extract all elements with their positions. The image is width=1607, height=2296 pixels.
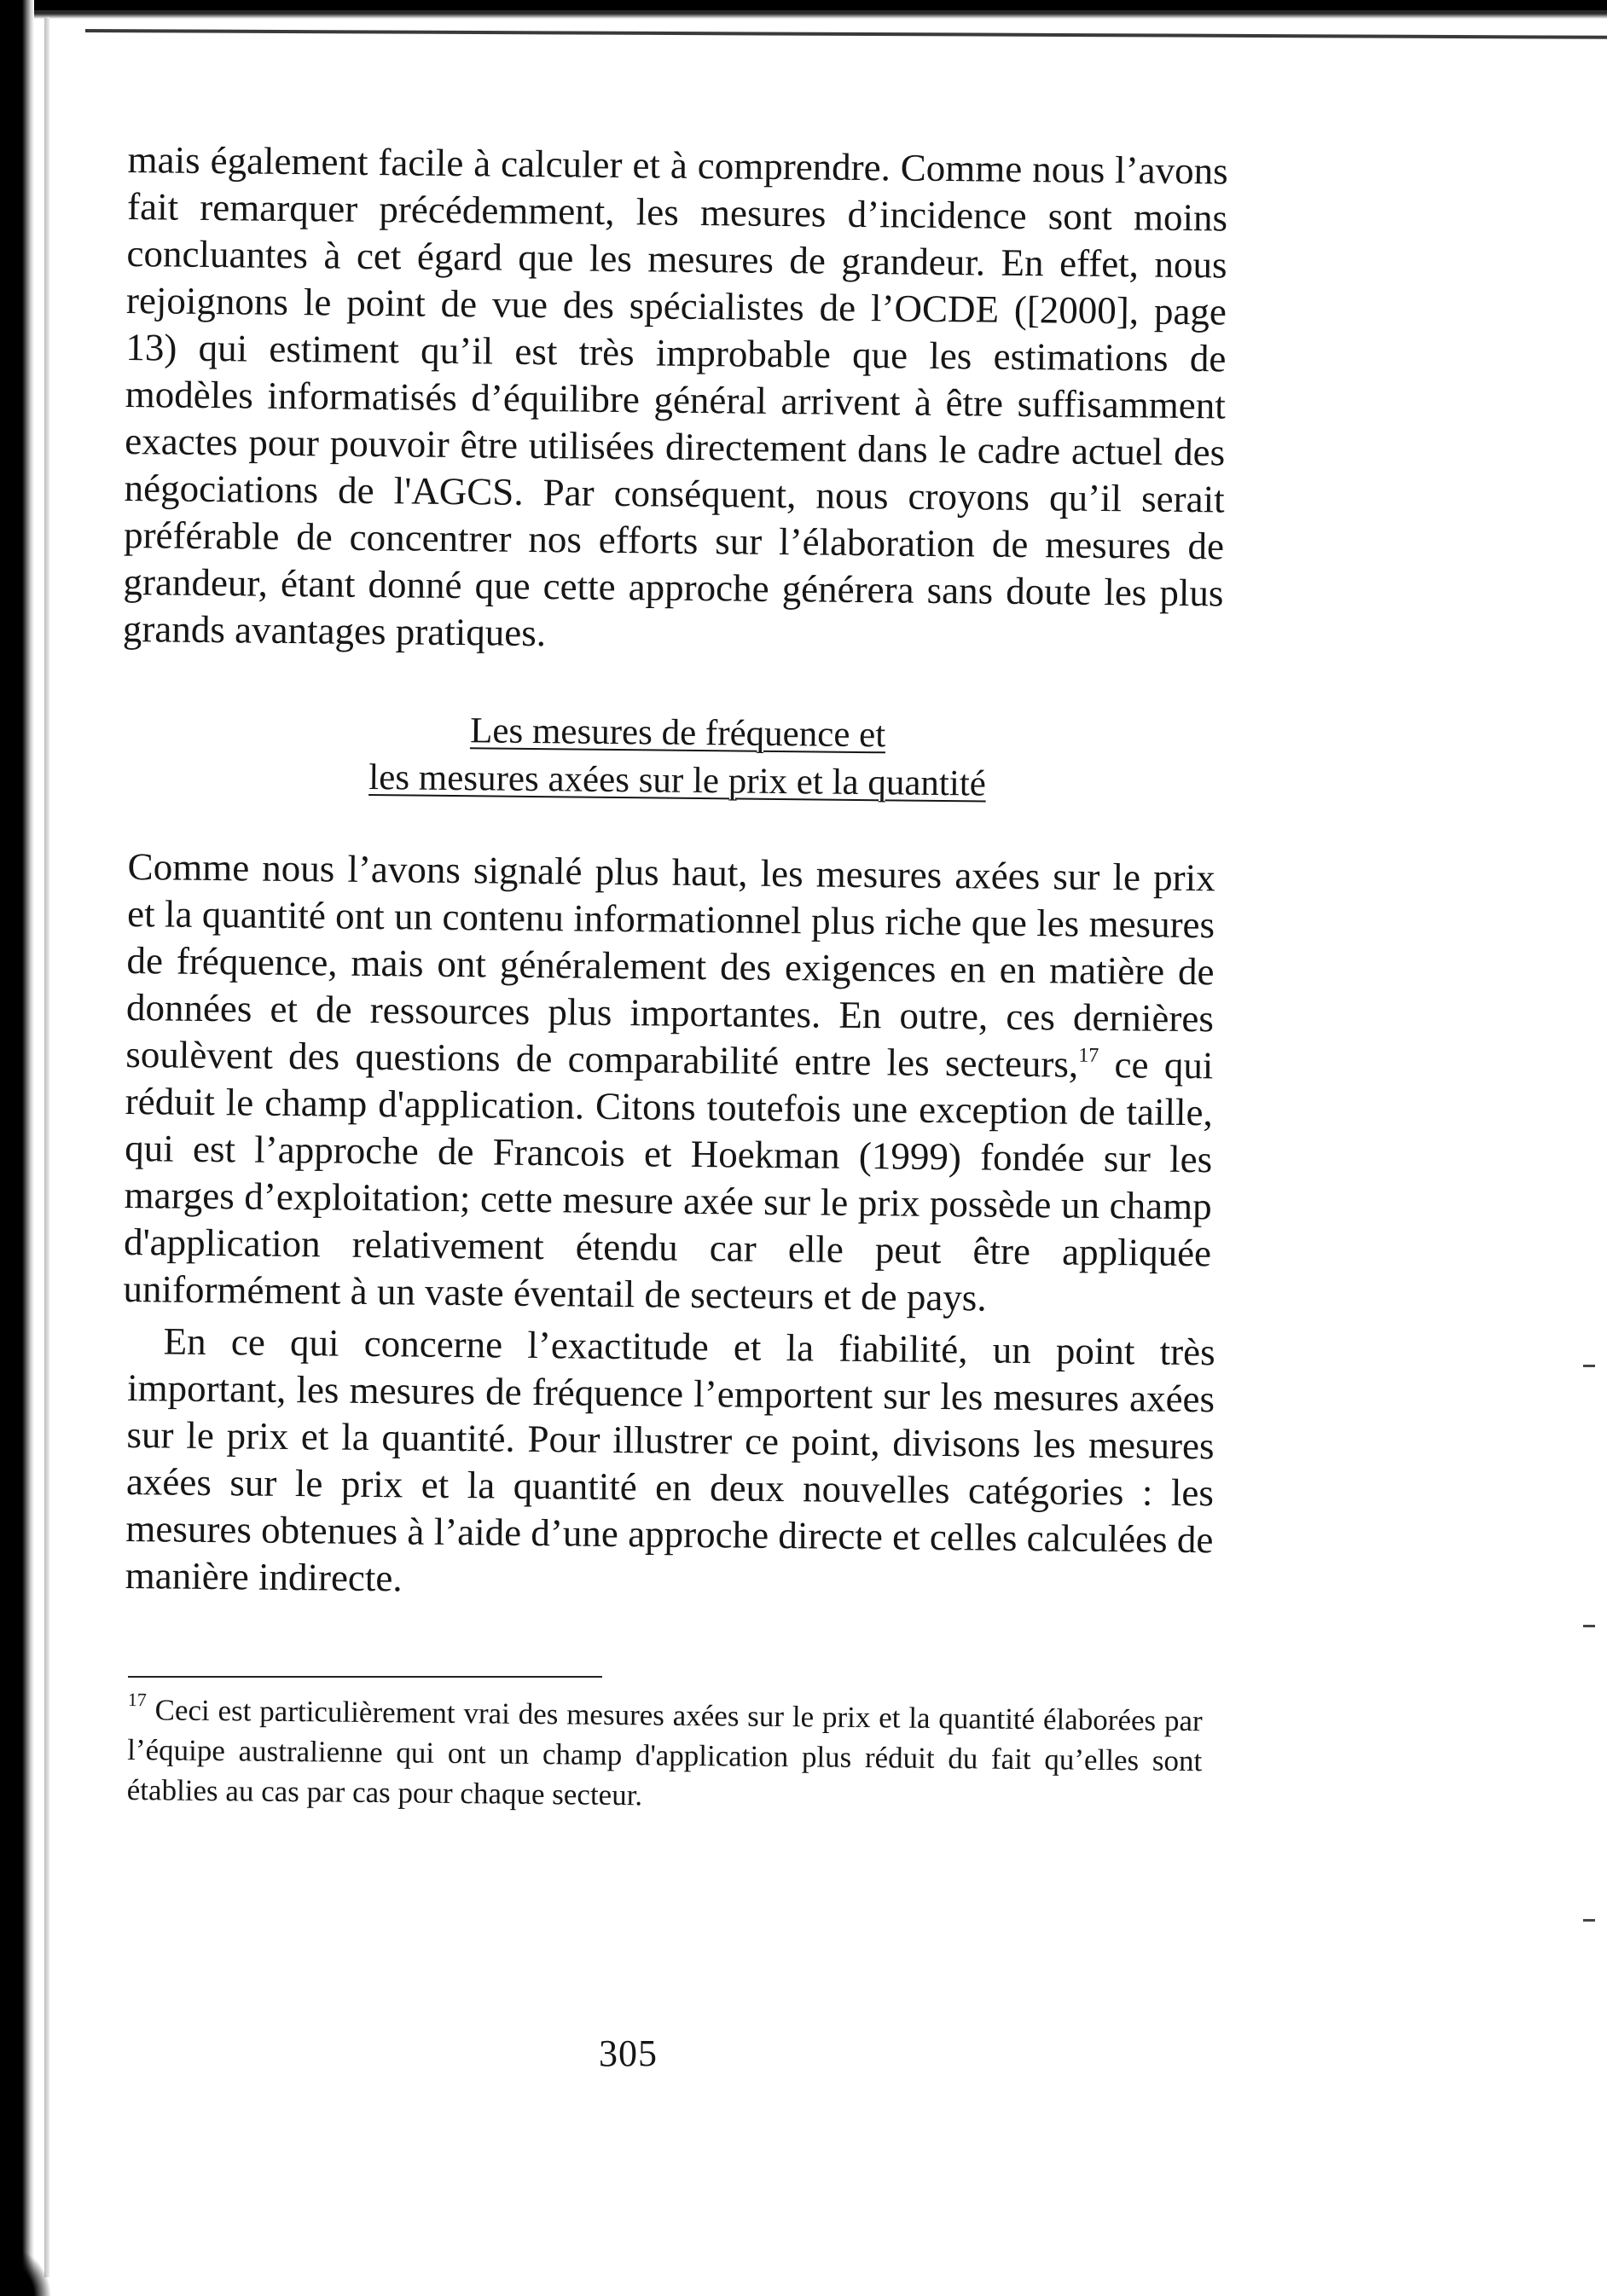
scan-edge-mark xyxy=(1583,1625,1595,1627)
section-heading-line-2: les mesures axées sur le prix et la quantité xyxy=(368,757,987,804)
document-page xyxy=(122,136,1228,1840)
scan-top-edge xyxy=(0,0,1607,19)
scan-corner-shadow xyxy=(0,2245,60,2296)
section-body xyxy=(123,844,1215,1600)
scan-binding-shadow xyxy=(0,0,34,2296)
footnote-reference: 17 xyxy=(1078,1044,1099,1067)
scan-top-line xyxy=(85,29,1607,39)
scan-edge-mark xyxy=(1583,1365,1595,1367)
footnote-text: Ceci est particulièrement vrai des mesures axées sur le prix et la quantité élaborées par l’équipe australienne qui ont un champ d'application plus réduit du fait qu’elles sont établies au cas par cas pour chaque secteur. xyxy=(126,1693,1203,1812)
scan-edge-mark xyxy=(1583,1919,1595,1922)
footnote-number: 17 xyxy=(127,1689,148,1711)
section-heading xyxy=(127,704,1228,811)
paragraph-2-text-a: Comme nous l’avons signalé plus haut, les mesures axées sur le prix et la quantité ont un contenu informationnel plus riche que les mesures de fréquence, mais ont généralement des exigences en en matière de données et de ressources plus importantes. En outre, ces dernières soulèvent des questions de comparabilité entre les secteurs, xyxy=(125,844,1215,1086)
section-heading-line-1: Les mesures de fréquence et xyxy=(469,710,886,756)
paragraph-top: mais également facile à calculer et à comprendre. Comme nous l’avons fait remarquer précédemment, les mesures d’incidence sont moins concluantes à cet égard que les mesures de grandeur. En effet, nous rejoignons le point de vue des spécialistes de l’OCDE ([2000], page 13) qui estiment qu’il est très improbable que les estimations de modèles informatisés d’équilibre général arrivent à être suffisamment exactes pour pouvoir être utilisées directement dans le cadre actuel des négociations de l'AGCS. Par conséquent, nous croyons qu’il serait préférable de concentrer nos efforts sur l’élaboration de mesures de grandeur, étant donné que cette approche générera sans doute les plus grands avantages pratiques. xyxy=(122,137,1228,655)
footnote xyxy=(127,1690,1203,1821)
paragraph-2 xyxy=(123,844,1215,1324)
scan-inner-margin-shadow xyxy=(44,17,49,2277)
footnote-separator xyxy=(128,1676,602,1678)
page-number: 305 xyxy=(599,2032,658,2074)
paragraph-3: En ce qui concerne l’exactitude et la fiabilité, un point très important, les mesures de fréquence l’emportent sur les mesures axées sur le prix et la quantité. Pour illustrer ce point, divisons les mesures axées sur le prix et la quantité en deux nouvelles catégories : les mesures obtenues à l’aide d’une approche directe et celles calculées de manière indirecte. xyxy=(125,1319,1215,1600)
paragraph-2-text-b: ce qui réduit le champ d'application. Citons toutefois une exception de taille, qui est l’approche de Francois et Hoekman (1999) fondée sur les marges d’exploitation; cette mesure axée sur le prix possède un champ d'application relativement étendu car elle peut être appliquée uniformément à un vaste éventail de secteurs et de pays. xyxy=(123,1042,1214,1319)
